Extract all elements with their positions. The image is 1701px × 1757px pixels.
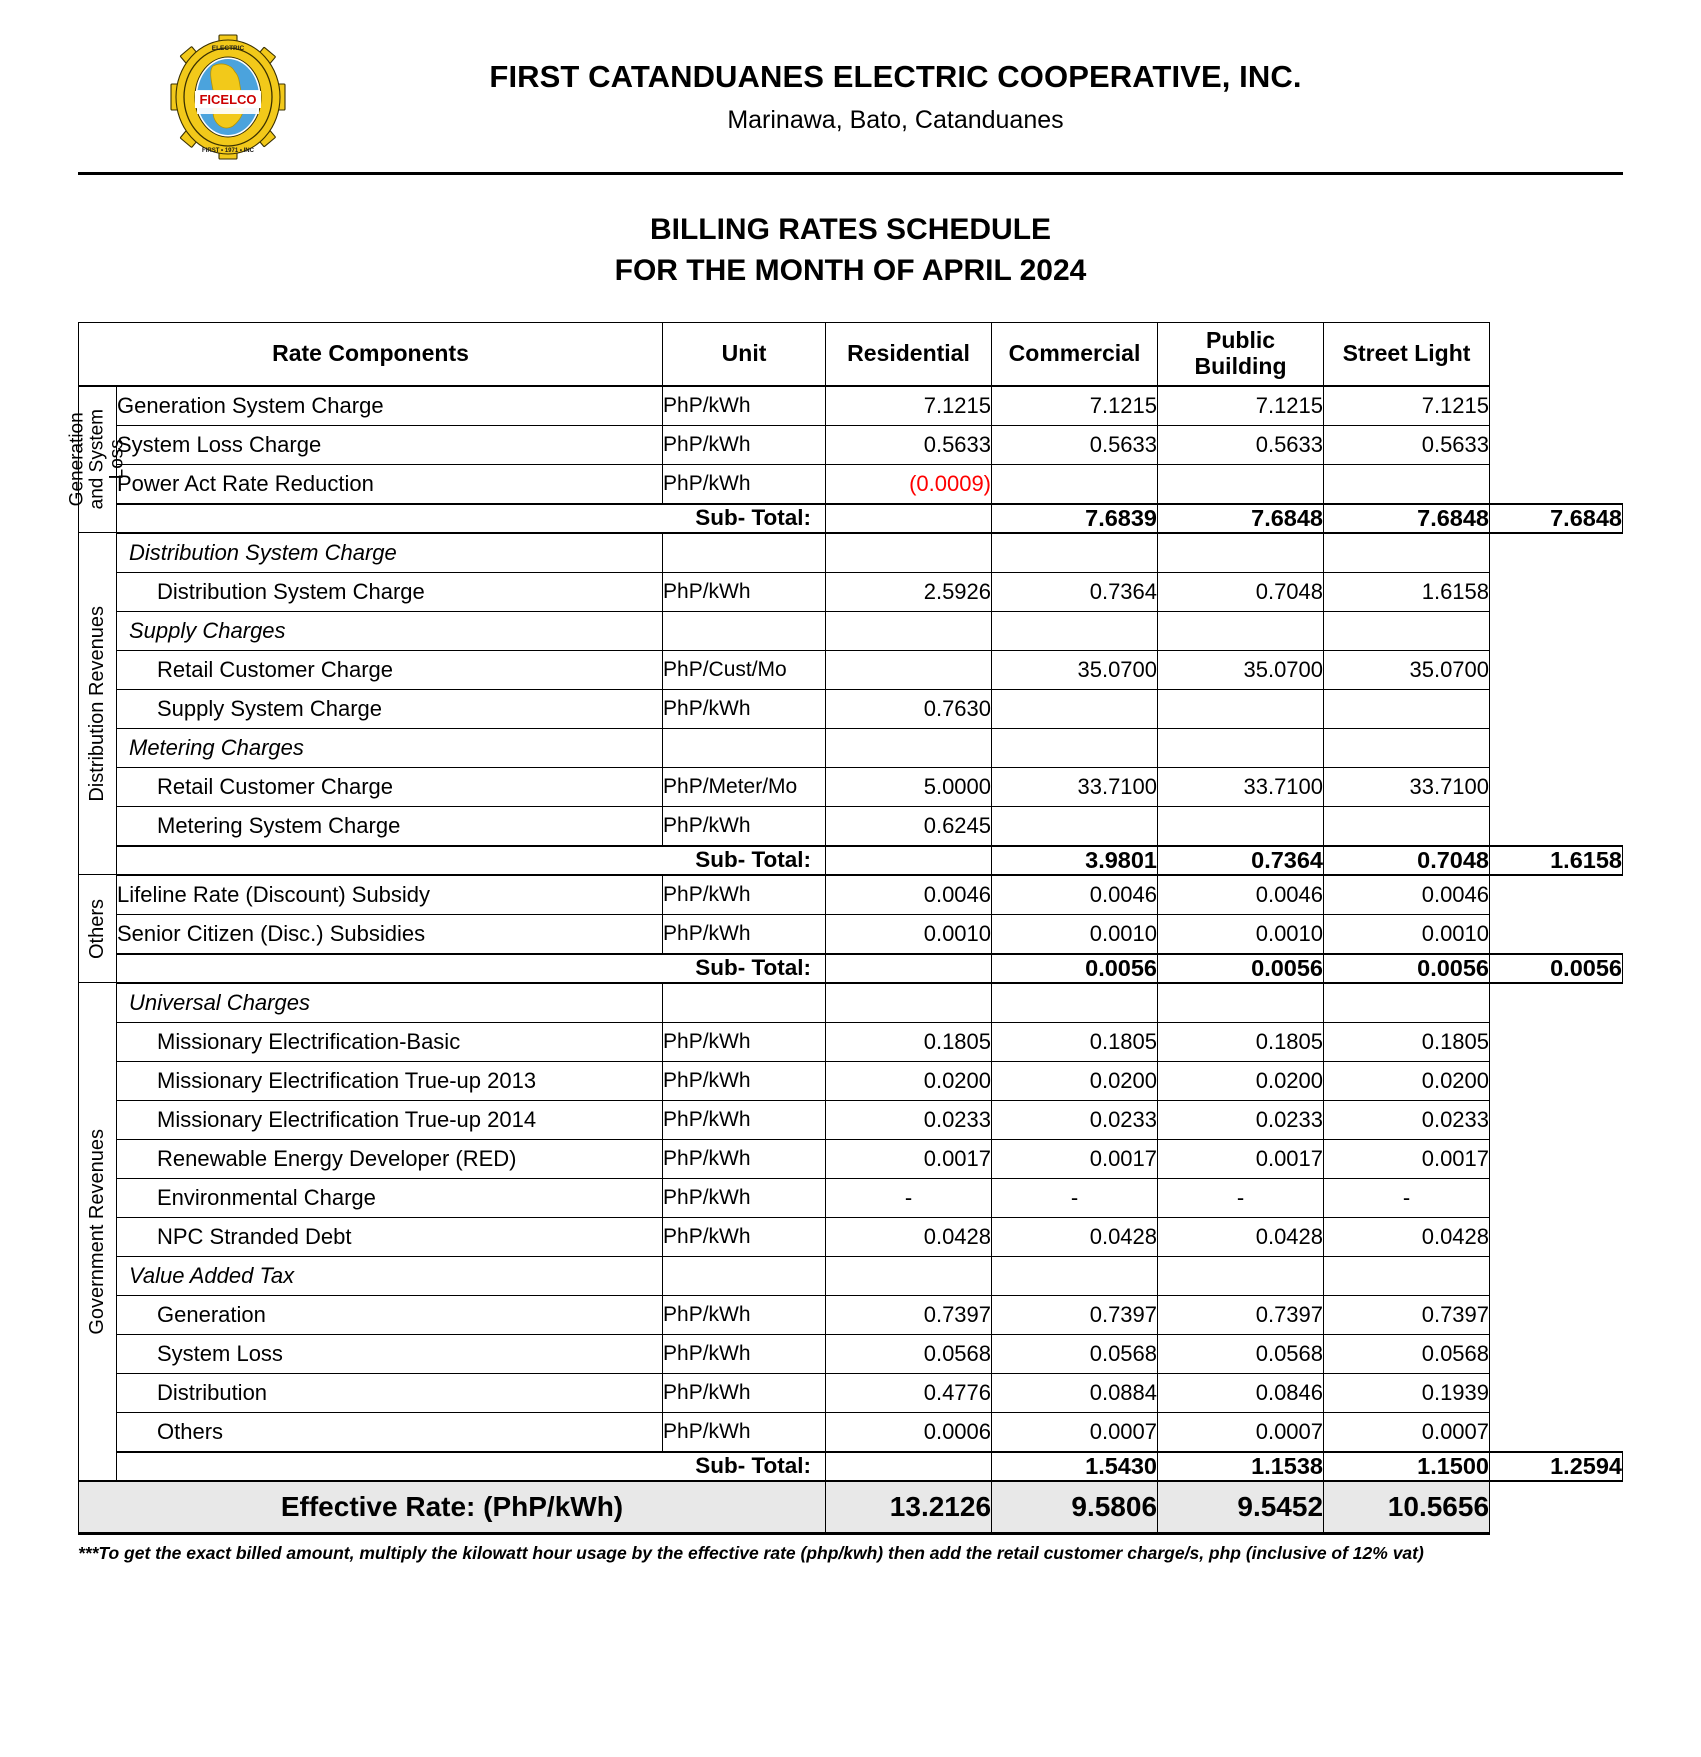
row-unit: PhP/kWh: [663, 914, 826, 954]
row-value: 0.0428: [1324, 1217, 1490, 1256]
row-value: 0.0007: [1324, 1412, 1490, 1452]
effective-rate-label: Effective Rate: (PhP/kWh): [79, 1481, 826, 1534]
row-value: 0.0017: [1324, 1139, 1490, 1178]
row-unit: PhP/kWh: [663, 425, 826, 464]
row-value: 0.0007: [992, 1412, 1158, 1452]
row-description: Generation: [117, 1295, 663, 1334]
subtotal-value: 7.6839: [992, 504, 1158, 533]
table-row: [79, 806, 1623, 846]
table-row: [79, 1295, 1623, 1334]
subtotal-value: 7.6848: [1158, 504, 1324, 533]
column-header-commercial: Commercial: [992, 322, 1158, 386]
subtotal-value: 0.0056: [992, 954, 1158, 983]
row-value: 0.0568: [992, 1334, 1158, 1373]
column-header-street-light: Street Light: [1324, 322, 1490, 386]
section-group-label: Government Revenues: [79, 983, 117, 1481]
row-value: 0.5633: [992, 425, 1158, 464]
row-unit: [663, 728, 826, 767]
row-value: [1324, 806, 1490, 846]
row-value: 0.0046: [826, 875, 992, 915]
row-value: 0.4776: [826, 1373, 992, 1412]
row-value: 2.5926: [826, 572, 992, 611]
subtotal-value: 1.5430: [992, 1452, 1158, 1481]
row-value: 35.0700: [1324, 650, 1490, 689]
effective-rate-value: 10.5656: [1324, 1481, 1490, 1534]
row-value: [826, 728, 992, 767]
row-value: [1158, 689, 1324, 728]
subtotal-label: Sub- Total:: [117, 846, 826, 875]
row-value: 7.1215: [1158, 386, 1324, 426]
row-description: Supply System Charge: [117, 689, 663, 728]
table-row: [79, 1334, 1623, 1373]
row-value: 0.0233: [1158, 1100, 1324, 1139]
row-unit: [663, 983, 826, 1023]
section-group-label: Generation and System: [79, 386, 117, 533]
row-value: [992, 689, 1158, 728]
row-value: 0.7397: [1324, 1295, 1490, 1334]
table-row: [79, 983, 1623, 1023]
row-unit: PhP/kWh: [663, 1295, 826, 1334]
row-description: Others: [117, 1412, 663, 1452]
company-address: Marinawa, Bato, Catanduanes: [727, 106, 1064, 135]
column-header-residential: Residential: [826, 322, 992, 386]
company-name: FIRST CATANDUANES ELECTRIC COOPERATIVE, INC.: [489, 58, 1302, 94]
subtotal-unit: [826, 846, 992, 875]
row-description: Retail Customer Charge: [117, 767, 663, 806]
subtotal-label: Sub- Total:: [117, 1452, 826, 1481]
row-unit: PhP/kWh: [663, 1061, 826, 1100]
row-value: [1324, 464, 1490, 504]
row-value: [1324, 983, 1490, 1023]
row-value: 0.0200: [826, 1061, 992, 1100]
billing-rates-table: [66, 322, 1623, 1535]
row-unit: PhP/Meter/Mo: [663, 767, 826, 806]
subtotal-unit: [826, 504, 992, 533]
row-value: 1.6158: [1324, 572, 1490, 611]
ficelco-logo-icon: [169, 34, 287, 160]
row-value: 0.0017: [826, 1139, 992, 1178]
subtotal-value: 0.0056: [1324, 954, 1490, 983]
effective-rate-value: 13.2126: [826, 1481, 992, 1534]
row-unit: PhP/kWh: [663, 1217, 826, 1256]
row-value: 0.0428: [1158, 1217, 1324, 1256]
row-value: 0.0006: [826, 1412, 992, 1452]
row-value: -: [992, 1178, 1158, 1217]
row-value: 0.1939: [1324, 1373, 1490, 1412]
row-description: Renewable Energy Developer (RED): [117, 1139, 663, 1178]
title-line-2: FOR THE MONTH OF APRIL 2024: [614, 254, 1087, 288]
row-value: -: [826, 1178, 992, 1217]
table-row: [79, 572, 1623, 611]
table-row: [79, 1022, 1623, 1061]
row-value: 0.0568: [1158, 1334, 1324, 1373]
row-description: Missionary Electrification-Basic: [117, 1022, 663, 1061]
row-value: 0.0200: [992, 1061, 1158, 1100]
row-value: 0.7630: [826, 689, 992, 728]
subtotal-unit: [826, 1452, 992, 1481]
row-value: 0.7397: [1158, 1295, 1324, 1334]
table-row: [79, 914, 1623, 954]
row-description: Metering Charges: [117, 728, 663, 767]
effective-rate-row: [79, 1481, 1623, 1534]
row-unit: PhP/kWh: [663, 1334, 826, 1373]
row-value: [992, 1256, 1158, 1295]
row-value: 0.0010: [992, 914, 1158, 954]
row-value: [1324, 689, 1490, 728]
row-value: [826, 983, 992, 1023]
table-row: [79, 1256, 1623, 1295]
table-row: [79, 1100, 1623, 1139]
subtotal-value: 3.9801: [992, 846, 1158, 875]
svg-text:ELECTRIC: ELECTRIC: [211, 45, 245, 52]
subtotal-value: 7.6848: [1324, 504, 1490, 533]
subtotal-value: 1.6158: [1490, 846, 1623, 875]
table-row: [79, 464, 1623, 504]
table-body: [66, 386, 1623, 1534]
row-value: (0.0009): [826, 464, 992, 504]
row-description: System Loss: [117, 1334, 663, 1373]
row-value: 0.0233: [1324, 1100, 1490, 1139]
row-value: 0.0428: [826, 1217, 992, 1256]
svg-text:FIRST • 1971 • INC: FIRST • 1971 • INC: [202, 148, 254, 154]
row-description: Generation System Charge: [117, 386, 663, 426]
row-value: [1158, 983, 1324, 1023]
row-value: [992, 728, 1158, 767]
row-value: 0.0017: [1158, 1139, 1324, 1178]
row-value: 0.0568: [1324, 1334, 1490, 1373]
row-value: [1158, 806, 1324, 846]
row-description: Missionary Electrification True-up 2014: [117, 1100, 663, 1139]
subtotal-value: 0.0056: [1158, 954, 1324, 983]
row-value: [1324, 1256, 1490, 1295]
row-unit: [663, 611, 826, 650]
column-header-rate-components: Rate Components: [79, 322, 663, 386]
row-value: 7.1215: [826, 386, 992, 426]
footnote: ***To get the exact billed amount, multiply the kilowatt hour usage by the effective rate (php/kwh) then add the retail customer charge/s, php (inclusive of 12% vat): [78, 1542, 1424, 1563]
row-unit: PhP/kWh: [663, 572, 826, 611]
row-value: 33.7100: [1158, 767, 1324, 806]
row-value: 7.1215: [992, 386, 1158, 426]
table-header: [79, 322, 1623, 386]
table-row: [79, 1373, 1623, 1412]
row-unit: PhP/kWh: [663, 464, 826, 504]
row-description: Supply Charges: [117, 611, 663, 650]
row-value: [992, 983, 1158, 1023]
row-value: 0.5633: [1324, 425, 1490, 464]
row-value: [1158, 464, 1324, 504]
row-value: 0.0007: [1158, 1412, 1324, 1452]
subtotal-row: [79, 1452, 1623, 1481]
title-line-1: BILLING RATES SCHEDULE: [649, 213, 1052, 246]
row-description: Power Act Rate Reduction: [117, 464, 663, 504]
table-row: [79, 875, 1623, 915]
row-value: 0.0428: [992, 1217, 1158, 1256]
row-value: 35.0700: [992, 650, 1158, 689]
table-row: [79, 1412, 1623, 1452]
section-group-label: Others: [79, 875, 117, 983]
subtotal-value: 0.7048: [1324, 846, 1490, 875]
row-value: 0.1805: [992, 1022, 1158, 1061]
row-value: [826, 611, 992, 650]
logo-container: [78, 34, 288, 160]
subtotal-unit: [826, 954, 992, 983]
effective-rate-value: 9.5452: [1158, 1481, 1324, 1534]
row-value: [992, 611, 1158, 650]
row-value: 0.0846: [1158, 1373, 1324, 1412]
row-value: [1158, 728, 1324, 767]
row-description: Environmental Charge: [117, 1178, 663, 1217]
row-unit: PhP/kWh: [663, 1139, 826, 1178]
subtotal-value: 1.1500: [1324, 1452, 1490, 1481]
column-header-unit: Unit: [663, 322, 826, 386]
subtotal-value: 0.0056: [1490, 954, 1623, 983]
row-unit: PhP/kWh: [663, 689, 826, 728]
rates-table-container: [66, 322, 1623, 1535]
row-unit: [663, 1256, 826, 1295]
row-description: Senior Citizen (Disc.) Subsidies: [117, 914, 663, 954]
table-row: [79, 767, 1623, 806]
row-value: 33.7100: [992, 767, 1158, 806]
row-unit: PhP/kWh: [663, 386, 826, 426]
subtotal-value: 0.7364: [1158, 846, 1324, 875]
table-row: [79, 533, 1623, 573]
subtotal-value: 7.6848: [1490, 504, 1623, 533]
row-value: 0.0046: [1158, 875, 1324, 915]
row-value: 0.1805: [1324, 1022, 1490, 1061]
row-description: Distribution: [117, 1373, 663, 1412]
row-value: 0.7048: [1158, 572, 1324, 611]
row-description: System Loss Charge: [117, 425, 663, 464]
table-row: [79, 1217, 1623, 1256]
row-value: 0.6245: [826, 806, 992, 846]
row-unit: PhP/kWh: [663, 875, 826, 915]
row-value: [826, 1256, 992, 1295]
row-value: 33.7100: [1324, 767, 1490, 806]
row-value: 0.0046: [992, 875, 1158, 915]
table-row: [79, 689, 1623, 728]
table-row: [79, 386, 1623, 426]
row-value: [1324, 611, 1490, 650]
table-row: [79, 650, 1623, 689]
document-title: [0, 209, 1701, 292]
row-value: [1158, 533, 1324, 573]
row-value: [1324, 533, 1490, 573]
column-header-public-building: Public Building: [1158, 322, 1324, 386]
row-value: 0.0233: [992, 1100, 1158, 1139]
row-unit: PhP/Cust/Mo: [663, 650, 826, 689]
table-row: [79, 728, 1623, 767]
row-value: 0.0010: [1158, 914, 1324, 954]
row-value: -: [1324, 1178, 1490, 1217]
row-unit: PhP/kWh: [663, 806, 826, 846]
row-value: 0.5633: [826, 425, 992, 464]
row-value: 0.0233: [826, 1100, 992, 1139]
row-value: [992, 464, 1158, 504]
row-unit: PhP/kWh: [663, 1412, 826, 1452]
row-value: -: [1158, 1178, 1324, 1217]
row-unit: [663, 533, 826, 573]
section-group-label: Distribution Revenues: [79, 533, 117, 875]
row-description: Metering System Charge: [117, 806, 663, 846]
row-value: 0.0200: [1324, 1061, 1490, 1100]
subtotal-row: [79, 504, 1623, 533]
row-description: Distribution System Charge: [117, 572, 663, 611]
row-value: 0.0200: [1158, 1061, 1324, 1100]
row-description: Distribution System Charge: [117, 533, 663, 573]
row-value: 0.0010: [1324, 914, 1490, 954]
svg-text:FICELCO: FICELCO: [199, 92, 257, 107]
row-value: 0.7397: [992, 1295, 1158, 1334]
row-description: Retail Customer Charge: [117, 650, 663, 689]
row-value: [1158, 1256, 1324, 1295]
subtotal-value: 1.2594: [1490, 1452, 1623, 1481]
row-description: Value Added Tax: [117, 1256, 663, 1295]
row-value: 7.1215: [1324, 386, 1490, 426]
row-value: 0.1805: [1158, 1022, 1324, 1061]
row-value: 0.0046: [1324, 875, 1490, 915]
row-unit: PhP/kWh: [663, 1022, 826, 1061]
row-value: 0.0568: [826, 1334, 992, 1373]
row-value: [992, 806, 1158, 846]
row-value: [826, 650, 992, 689]
row-value: [826, 533, 992, 573]
table-row: [79, 1061, 1623, 1100]
subtotal-label: Sub- Total:: [117, 954, 826, 983]
row-value: 5.0000: [826, 767, 992, 806]
row-value: [992, 533, 1158, 573]
subtotal-row: [79, 954, 1623, 983]
table-header-row: [79, 322, 1623, 386]
row-value: 0.7364: [992, 572, 1158, 611]
subtotal-row: [79, 846, 1623, 875]
row-value: 0.1805: [826, 1022, 992, 1061]
subtotal-label: Sub- Total:: [117, 504, 826, 533]
row-description: Lifeline Rate (Discount) Subsidy: [117, 875, 663, 915]
row-description: Universal Charges: [117, 983, 663, 1023]
row-unit: PhP/kWh: [663, 1178, 826, 1217]
letterhead: [78, 0, 1623, 175]
letterhead-text: [288, 59, 1623, 135]
row-value: 0.0884: [992, 1373, 1158, 1412]
row-description: Missionary Electrification True-up 2013: [117, 1061, 663, 1100]
table-row: [79, 1178, 1623, 1217]
table-row: [79, 611, 1623, 650]
row-value: 0.5633: [1158, 425, 1324, 464]
subtotal-value: 1.1538: [1158, 1452, 1324, 1481]
table-row: [79, 425, 1623, 464]
row-value: 0.7397: [826, 1295, 992, 1334]
row-value: 35.0700: [1158, 650, 1324, 689]
row-unit: PhP/kWh: [663, 1373, 826, 1412]
row-value: [1158, 611, 1324, 650]
row-unit: PhP/kWh: [663, 1100, 826, 1139]
row-value: 0.0017: [992, 1139, 1158, 1178]
effective-rate-value: 9.5806: [992, 1481, 1158, 1534]
table-row: [79, 1139, 1623, 1178]
row-value: 0.0010: [826, 914, 992, 954]
row-value: [1324, 728, 1490, 767]
row-description: NPC Stranded Debt: [117, 1217, 663, 1256]
